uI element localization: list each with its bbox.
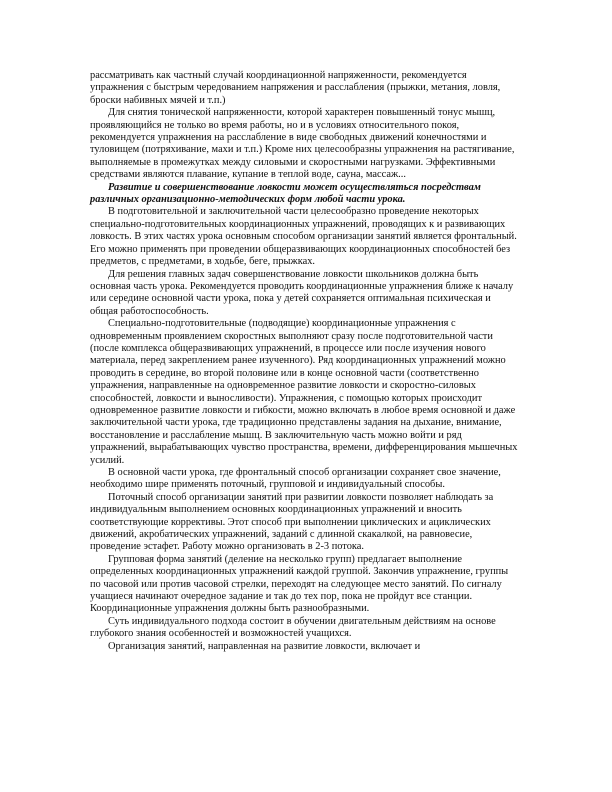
- paragraph: В подготовительной и заключительной части целесообразно проведение некоторых специально-подготовительных координационных упражнений, проводящих к и развивающих ловкость. В этих частях урока основным способом организации занятий является фронтальный. Его можно применять при проведении общеразвивающих координационных способностей без предметов, с предметами, в ходьбе, беге, прыжках.: [90, 206, 517, 268]
- document-body: [90, 70, 520, 653]
- paragraph: Для решения главных задач совершенствование ловкости школьников должна быть основная часть урока. Рекомендуется проводить координационные упражнения ближе к началу или середине основной части урока, пока у детей сохраняется оптимальная психическая и общая работоспособность.: [90, 268, 514, 317]
- paragraph: В основной части урока, где фронтальный способ организации сохраняет свое значение, необходимо шире применять поточный, групповой и индивидуальный способы.: [90, 467, 501, 491]
- paragraph: Организация занятий, направленная на развитие ловкости, включает и: [108, 640, 421, 652]
- paragraph: рассматривать как частный случай координационной напряженности, рекомендуется упражнения с быстрым чередованием напряжения и расслабления (прыжки, метания, ловля, броски набивных мячей и т.п.): [90, 70, 501, 106]
- paragraph: Суть индивидуального подхода состоит в обучении двигательным действиям на основе глубокого знания особенностей и возможностей учащихся.: [90, 615, 496, 640]
- section-heading: Развитие и совершенствование ловкости может осуществляться посредствам различных организационно-методических форм любой части урока.: [90, 181, 481, 206]
- paragraph: Специально-подготовительные (подводящие) координационные упражнения с одновременным проявлением скоростных выполняют сразу после подготовительной части (после комплекса общеразвивающих упражнений, в процессе или после изучения нового материала, перед закреплением ранее изученного). Ряд координационных упражнений можно проводить в середине, во второй половине или в конце основной части (соответственно упражнения, направленные на одновременное развитие ловкости и скоростно-силовых способностей, ловкости и выносливости). Упражнения, с помощью которых происходит одновременное развитие ловкости и гибкости, можно включать в любое время основной и даже заключительной части урока, где традиционно представлены задания на дыхание, внимание, восстановление и расслабление мышц. В заключительную часть можно войти и ряд упражнений, вырабатывающих чувство пространства, времени, дифференцирования мышечных усилий.: [90, 318, 518, 466]
- paragraph: Групповая форма занятий (деление на несколько групп) предлагает выполнение определенных координационных упражнений каждой группой. Закончив упражнение, группы по часовой или против часовой стрелки, переходят на следующее место занятий. По сигналу учащиеся начинают очередное задание и так до тех пор, пока не пройдут все станции. Координационные упражнения должны быть разнообразными.: [90, 553, 509, 615]
- paragraph: Для снятия тонической напряженности, которой характерен повышенный тонус мышц, проявляющийся не только во время работы, но и в условиях относительного покоя, рекомендуется упражнения на расслабление в виде свободных движений конечностями и туловищем (потряхивание, махи и т.п.) Кроме них целесообразны упражнения на растягивание, выполняемые в промежутках между силовыми и скоростными нагрузками. Эффективными средствами являются плавание, купание в теплой воде, сауна, массаж...: [90, 107, 515, 181]
- paragraph: Поточный способ организации занятий при развитии ловкости позволяет наблюдать за индивидуальным выполнением основных координационных упражнений и вносить соответствующие коррективы. Этот способ при выполнении циклических и ациклических движений, акробатических упражнений, заданий с длинной скакалкой, на равновесие, проведение эстафет. Работу можно организовать в 2-3 потока.: [90, 491, 494, 553]
